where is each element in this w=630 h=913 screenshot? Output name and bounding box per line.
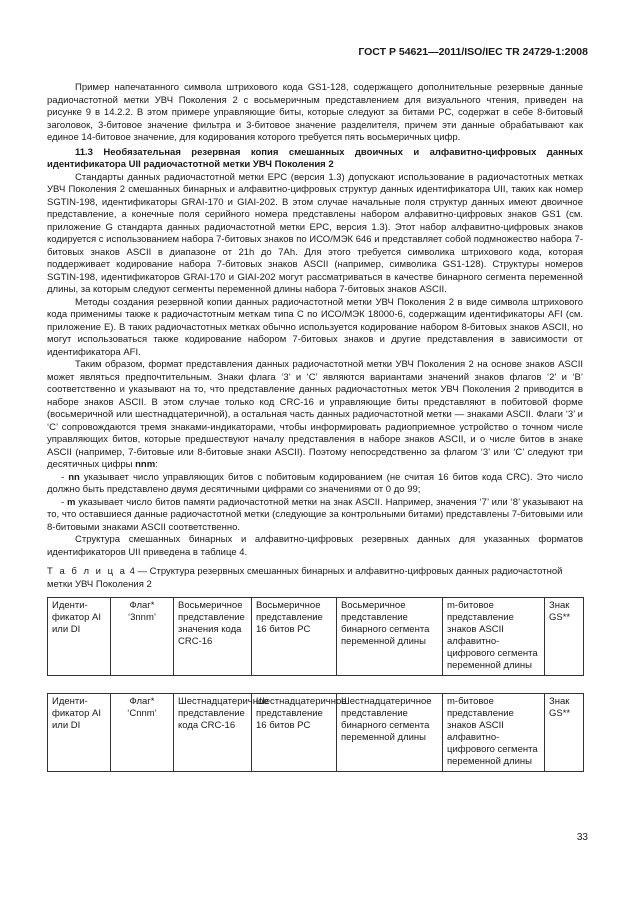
page-header: ГОСТ Р 54621—2011/ISO/IEC TR 24729-1:2008 bbox=[358, 46, 588, 58]
table-row bbox=[48, 694, 584, 772]
code-m: m bbox=[67, 496, 76, 508]
table-cell: Восьмеричное представление значения кода CRC-16 bbox=[174, 598, 252, 676]
table-caption-text: 4 — Структура резервных смешанных бинарных и алфавитно-цифровых данных радиочастотной метки УВЧ Поколения 2 bbox=[47, 566, 563, 590]
table-caption-label: Т а б л и ц а bbox=[47, 566, 127, 577]
paragraph: Пример напечатанного символа штрихового кода GS1-128, содержащего дополнительные резервные данные радиочастотной метки УВЧ Поколения 2 с восьмеричным представлением для визуального чтения, приведен на рисунке 9 в 14.2.2. В этом примере управляющие биты, которые следуют за битами PC, содержат в себе 8-битовый заголовок, 3-битовое значение фильтра и 3-битовое значение разделителя, причем эти данные обрабатывают как единое 14-битовое значение, для кодирования которого требуется пять восьмеричных цифр. bbox=[47, 82, 583, 143]
table-cell: Шестнадцатеричное представление бинарного сегмента переменной длины bbox=[337, 694, 443, 772]
structure-table-octal bbox=[47, 597, 584, 676]
list-item: - nn указывает число управляющих битов с побитовым кодированием (не считая 16 битов кода CRC). Это число должно быть представлено двумя десятичными цифрами со значениями от 0 до 99; bbox=[47, 471, 583, 495]
table-cell: Восьмеричное представление 16 битов PC bbox=[252, 598, 337, 676]
list-item-text: указывает число управляющих битов с побитовым кодированием (не считая 16 битов кода CRC). Это число должно быть представлено двумя десятичными цифрами со значениями от 0 до 99; bbox=[47, 471, 583, 495]
table-cell: m-битовое представление знаков ASCII алфавитно-цифрового сегмента переменной длины bbox=[443, 694, 545, 772]
paragraph: Структура смешанных бинарных и алфавитно-цифровых резервных данных для указанных форматов идентификаторов UII приведена в таблице 4. bbox=[47, 534, 583, 558]
table-cell: Иденти-фикатор AI или DI bbox=[48, 694, 111, 772]
table-cell: m-битовое представление знаков ASCII алфавитно-цифрового сегмента переменной длины bbox=[443, 598, 545, 676]
table-cell: Шестнадцатеричное представление кода CRC-16 bbox=[174, 694, 252, 772]
paragraph-text: Таким образом, формат представления данных радиочастотной метки УВЧ Поколения 2 на основе знаков ASCII может являться предпочтительным. Знаки флага ‘3’ и ‘C’ являются вариантами значений знаков флагов ‘2’ и ‘B’ соответственно и указывают на то, что представление данных радиочастотных меток УВЧ Поколения 2 приводится в наборе знаков ASCII. В этом случае только код CRC-16 и управляющие биты представляют в побитовой форме (восьмеричной или шестнадцатеричной), а остальная часть данных радиочастотной метки — знаками ASCII. Флаги ‘3’ и ‘C’ сопровождаются тремя знаками-индикаторами, чтобы информировать радиоприемное устройство о точном числе управляющих битов, которые предшествуют началу представления в наборе знаков ASCII, и о числе битов в знаке ASCII (например, 7-битовые или 8-битовые знаки ASCII). Поэтому непосредственно за флагом ‘3’ или ‘C’ следуют три десятичных цифры bbox=[47, 359, 583, 470]
paragraph: Стандарты данных радиочастотной метки EPC (версия 1.3) допускают использование в радиочастотных метках УВЧ Поколения 2 смешанных бинарных и алфавитно-цифровых структур данных идентификатора UII, таких как номер SGTIN-198, идентификаторы GRAI-170 и GIAI-202. В этом случае начальные поля структур данных имеют двоичное представление, а конечные поля серийного номера представлены набором алфавитно-цифровых знаков GS1 (см. приложение G стандарта данных радиочастотной метки EPC, версия 1.3). Этот набор алфавитно-цифровых знаков кодируется с использованием набора 7-битовых знаков по ИСО/МЭК 646 и представляет собой подмножество набора 7-битовых знаков ASCII в диапазоне от 21h до 7Ah. Для этого требуется символика штрихового кода, которая поддерживает кодирование набора 7-битовых знаков ASCII (например, символика GS1-128). Структуры номеров SGTIN-198, идентификаторов GRAI-170 и GIAI-202 могут рассматриваться в качестве бинарного сегмента переменной длины, за которым следуют сегменты переменной длины набора 7-битовых знаков ASCII. bbox=[47, 171, 584, 295]
code-nn: nn bbox=[68, 471, 80, 483]
punct: : bbox=[155, 459, 158, 470]
list-item: - m указывает число битов памяти радиочастотной метки на знак ASCII. Например, значения ‘7’ или ‘8’ указывают на то, что оставшиеся данные радиочастотной метки (следующие за контрольными битами) представлены 7-битовыми или 8-битовыми знаками ASCII соответственно. bbox=[47, 496, 583, 533]
section-heading: 11.3 Необязательная резервная копия смешанных двоичных и алфавитно-цифровых данных идентификатора UII радиочастотной метки УВЧ Поколения 2 bbox=[47, 146, 583, 170]
table-row bbox=[48, 598, 584, 676]
table-cell: Знак GS** bbox=[545, 694, 584, 772]
table-cell: Флаг* ‘Cnnm’ bbox=[111, 694, 174, 772]
list-item-text: указывает число битов памяти радиочастотной метки на знак ASCII. Например, значения ‘7’ или ‘8’ указывают на то, что оставшиеся данные радиочастотной метки (следующие за контрольными битами) представлены 7-битовыми или 8-битовыми знаками ASCII соответственно. bbox=[47, 496, 583, 533]
paragraph: Методы создания резервной копии данных радиочастотной метки УВЧ Поколения 2 в виде символа штрихового кода применимы также к радиочастотным меткам типа С по ИСО/МЭК 18000-6, содержащим идентификаторы AFI (см. приложение E). В таких радиочастотных метках обычно используется кодирование набором 8-битовых знаков ASCII, но могут использоваться также кодирование набором 7-битовых знаков и другие представления в зависимости от идентификатора AFI. bbox=[47, 296, 583, 358]
table-caption bbox=[47, 566, 583, 591]
paragraph bbox=[47, 359, 583, 472]
page-number: 33 bbox=[576, 832, 588, 843]
table-cell: Флаг* ‘3nnm’ bbox=[111, 598, 174, 676]
document-body bbox=[47, 82, 583, 772]
table-cell: Знак GS** bbox=[545, 598, 584, 676]
table-cell: Иденти-фикатор AI или DI bbox=[48, 598, 111, 676]
code-nnm: nnm bbox=[135, 459, 156, 470]
table-cell: Восьмеричное представление бинарного сегмента переменной длины bbox=[337, 598, 443, 676]
structure-table-hex bbox=[47, 693, 584, 772]
table-cell: Шестнадцатеричное представление 16 битов PC bbox=[252, 694, 337, 772]
